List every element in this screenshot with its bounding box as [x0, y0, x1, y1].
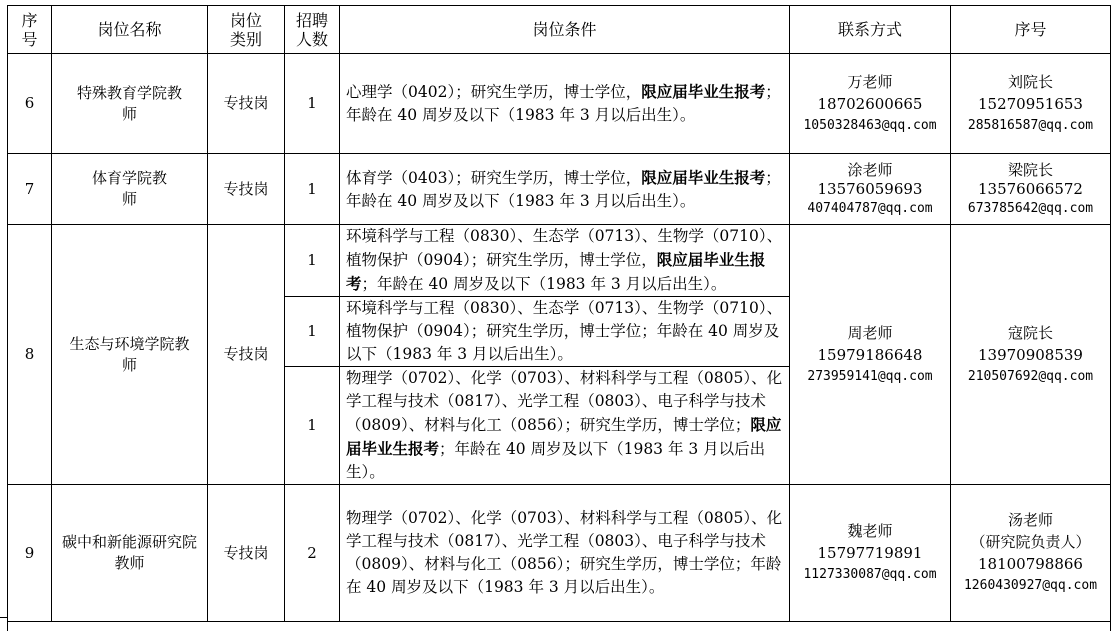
table-row: [8, 54, 1111, 154]
row-position-name: 体育学院教师: [52, 154, 208, 225]
row-headcount: 1: [285, 367, 340, 485]
contact-phone: 15270951653: [978, 94, 1083, 113]
row-contact: [790, 485, 951, 622]
row-seq: 9: [8, 485, 52, 622]
row-position-name: 特殊教育学院教师: [52, 54, 208, 154]
table-row: [8, 485, 1111, 622]
row-headcount: 1: [285, 54, 340, 154]
row-conditions: 环境科学与工程（0830）、生态学（0713）、生物学（0710）、植物保护（0904）；研究生学历，博士学位，限应届毕业生报考；年龄在 40 周岁及以下（1983 年 3 月以后出生）。: [340, 225, 790, 297]
row-position-type: 专技岗: [208, 485, 285, 622]
row-seq: 8: [8, 225, 52, 485]
contact-phone: 13576059693: [817, 179, 923, 198]
row-seq: 6: [8, 54, 52, 154]
contact-email: 1260430927@qq.com: [963, 578, 1098, 593]
contact-email: 273959141@qq.com: [807, 368, 933, 384]
contact-phone: 13970908539: [978, 345, 1083, 364]
contact-name: 周老师: [847, 323, 893, 342]
row-headcount: 1: [285, 297, 340, 367]
row-position-type: 专技岗: [208, 225, 285, 485]
contact-email: 1127330087@qq.com: [803, 567, 937, 582]
contact-name: 刘院长: [1007, 72, 1053, 91]
header-seq-2: 序号: [951, 6, 1111, 54]
row-conditions: 物理学（0702）、化学（0703）、材料科学与工程（0805）、化学工程与技术（0817）、光学工程（0803）、电子科学与技术（0809）、材料与化工（0856）；研究生学历，博士学位；限应届毕业生报考；年龄在 40 周岁及以下（1983 年 3 月以后出生）。: [340, 367, 790, 485]
row-contact-2: [951, 154, 1111, 225]
header-position-name: 岗位名称: [52, 6, 208, 54]
contact-phone: 15797719891: [817, 544, 923, 562]
contact-role: （研究院负责人）: [970, 533, 1091, 551]
row-position-type: 专技岗: [208, 154, 285, 225]
row-conditions: 心理学（0402）；研究生学历，博士学位，限应届毕业生报考；年龄在 40 周岁及以下（1983 年 3 月以后出生）。: [340, 54, 790, 154]
row-contact: [790, 225, 951, 485]
header-conditions: 岗位条件: [340, 6, 790, 54]
page-corner-mark: [0, 617, 7, 618]
row-headcount: 2: [285, 485, 340, 622]
row-contact-2: [951, 225, 1111, 485]
contact-name: 魏老师: [847, 522, 893, 540]
row-position-name: 碳中和新能源研究院教师: [52, 485, 208, 622]
contact-email: 407404787@qq.com: [807, 200, 933, 216]
contact-phone: 15979186648: [817, 345, 923, 364]
row-headcount: 1: [285, 225, 340, 297]
contact-name: 万老师: [847, 72, 893, 91]
contact-email: 1050328463@qq.com: [803, 117, 937, 133]
header-contact: 联系方式: [790, 6, 951, 54]
table-row: [8, 154, 1111, 225]
row-position-type: 专技岗: [208, 54, 285, 154]
contact-name: 汤老师: [1007, 511, 1053, 529]
header-seq: 序号: [8, 6, 52, 54]
header-position-type: 岗位类别: [208, 6, 285, 54]
contact-email: 285816587@qq.com: [967, 117, 1094, 133]
row-contact: [790, 54, 951, 154]
contact-phone: 18702600665: [817, 94, 923, 113]
contact-name: 梁院长: [1007, 160, 1053, 179]
table-row: [8, 225, 1111, 297]
row-conditions: 体育学（0403）；研究生学历，博士学位，限应届毕业生报考；年龄在 40 周岁及以下（1983 年 3 月以后出生）。: [340, 154, 790, 225]
header-headcount: 招聘人数: [285, 6, 340, 54]
header-row: [8, 6, 1111, 54]
recruitment-table: [7, 5, 1111, 622]
row-contact-2: [951, 485, 1111, 622]
contact-email: 210507692@qq.com: [967, 368, 1094, 384]
row-contact: [790, 154, 951, 225]
row-headcount: 1: [285, 154, 340, 225]
contact-phone: 13576066572: [978, 179, 1083, 198]
row-contact-2: [951, 54, 1111, 154]
row-position-name: 生态与环境学院教师: [52, 225, 208, 485]
contact-phone: 18100798866: [978, 555, 1083, 573]
row-conditions: 环境科学与工程（0830）、生态学（0713）、生物学（0710）、植物保护（0904）；研究生学历，博士学位；年龄在 40 周岁及以下（1983 年 3 月以后出生）。: [340, 297, 790, 367]
contact-name: 涂老师: [847, 160, 893, 179]
row-conditions: 物理学（0702）、化学（0703）、材料科学与工程（0805）、化学工程与技术（0817）、光学工程（0803）、电子科学与技术（0809）、材料与化工（0856）；研究生学历，博士学位；年龄在 40 周岁及以下（1983 年 3 月以后出生）。: [340, 485, 790, 622]
contact-email: 673785642@qq.com: [967, 200, 1094, 216]
contact-name: 寇院长: [1007, 323, 1053, 342]
row-seq: 7: [8, 154, 52, 225]
